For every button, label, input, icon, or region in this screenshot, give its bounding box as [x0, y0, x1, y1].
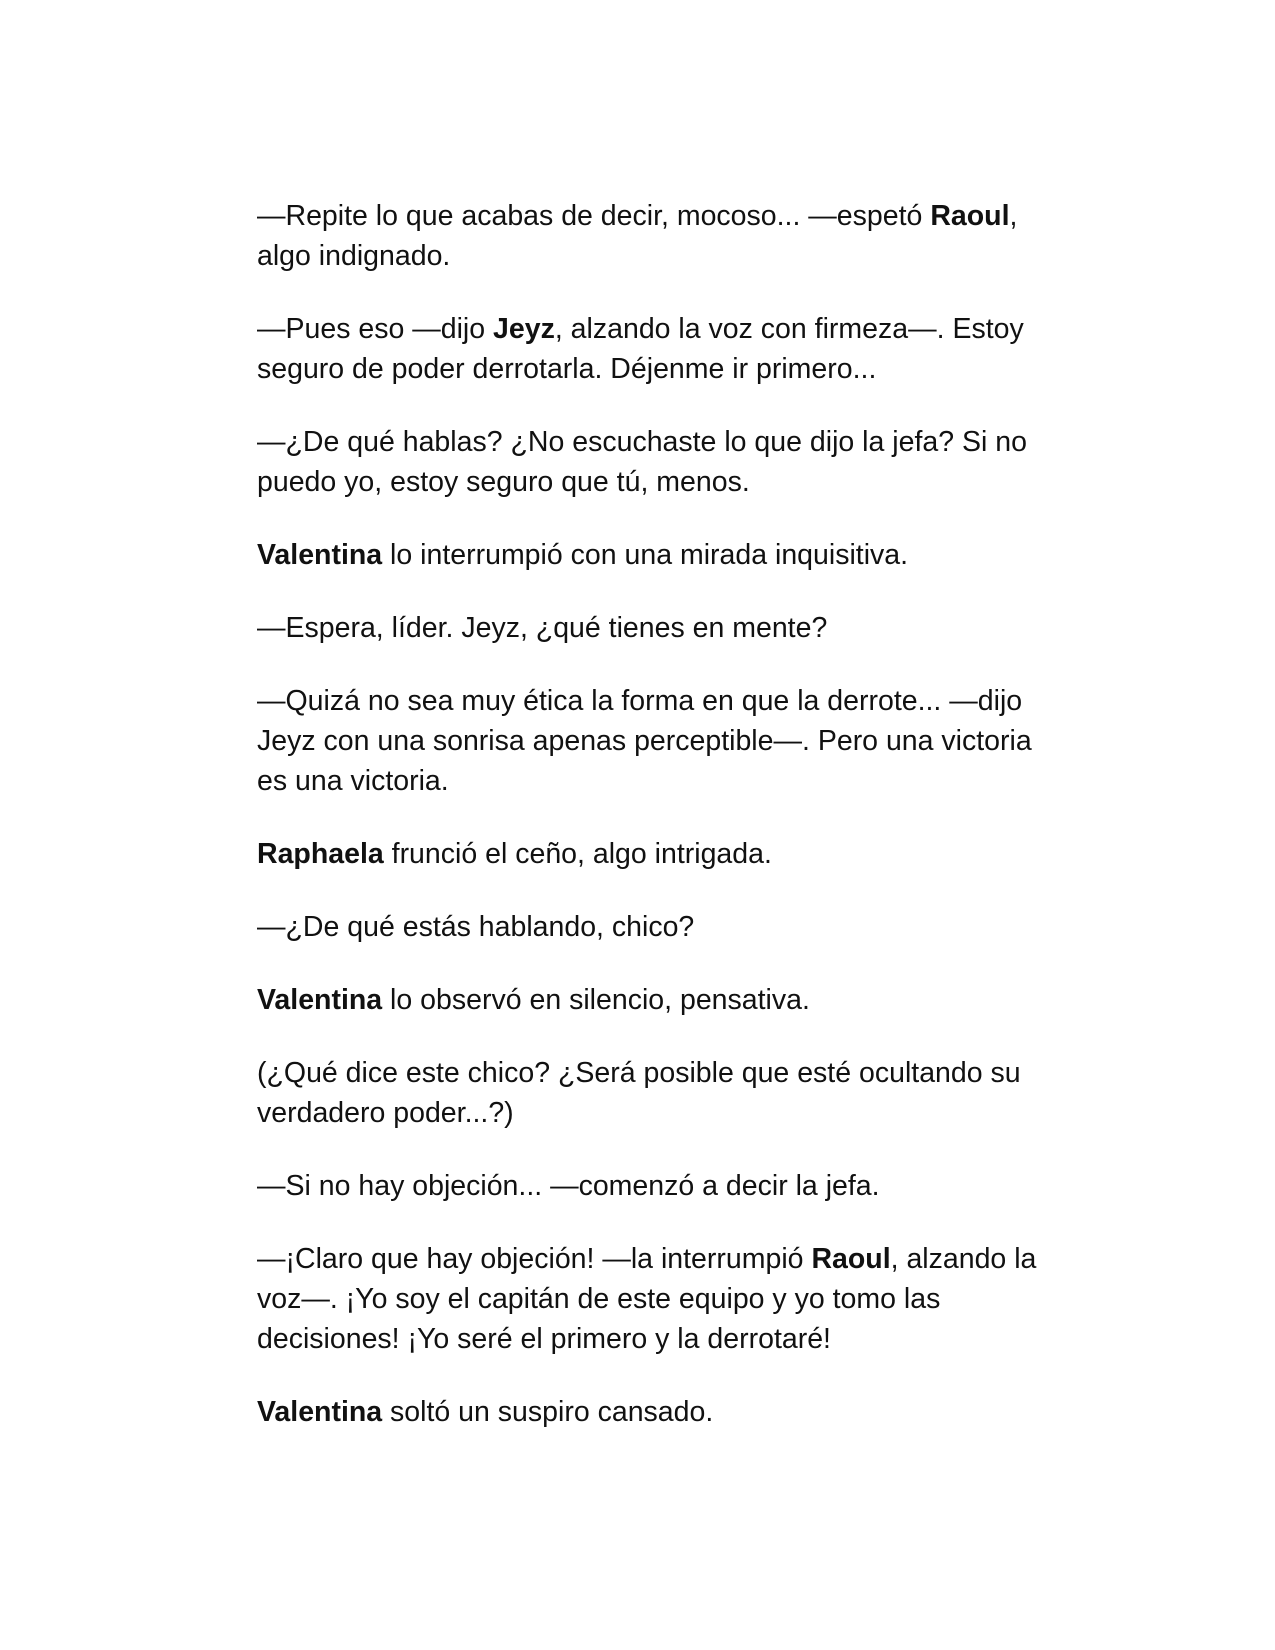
- paragraph: [257, 196, 1037, 276]
- paragraph-text: (¿Qué dice este chico? ¿Será posible que esté ocultando su verdadero poder...?): [257, 1057, 1021, 1129]
- paragraph: [257, 1392, 1037, 1432]
- paragraph: [257, 681, 1037, 801]
- paragraph-text: —Quizá no sea muy ética la forma en que la derrote... —dijo Jeyz con una sonrisa apenas perceptible—. Pero una victoria es una victoria.: [257, 685, 1032, 797]
- paragraph: [257, 608, 1037, 648]
- paragraph: [257, 907, 1037, 947]
- paragraph-text: lo interrumpió con una mirada inquisitiva.: [382, 539, 909, 571]
- character-name: Valentina: [257, 539, 383, 571]
- paragraph: [257, 1053, 1037, 1133]
- paragraph: [257, 1166, 1037, 1206]
- paragraph-text: —Pues eso —dijo: [257, 313, 494, 345]
- paragraph-text: lo observó en silencio, pensativa.: [382, 984, 810, 1016]
- paragraph-text: —Repite lo que acabas de decir, mocoso... —espetó: [257, 200, 931, 232]
- paragraph: [257, 980, 1037, 1020]
- paragraph: [257, 309, 1037, 389]
- paragraph-text: —¿De qué hablas? ¿No escuchaste lo que dijo la jefa? Si no puedo yo, estoy seguro que tú, menos.: [257, 426, 1027, 498]
- paragraph: [257, 422, 1037, 502]
- character-name: Jeyz: [493, 313, 555, 345]
- paragraph-text: , alzando la voz—. ¡Yo soy el capitán de este equipo y yo tomo las decisiones! ¡Yo seré el primero y la derrotaré!: [257, 1243, 1037, 1355]
- paragraph-text: —¡Claro que hay objeción! —la interrumpió: [257, 1243, 812, 1275]
- paragraph: [257, 535, 1037, 575]
- paragraph: [257, 1239, 1037, 1359]
- paragraph-text: —Espera, líder. Jeyz, ¿qué tienes en mente?: [257, 612, 828, 644]
- character-name: Valentina: [257, 984, 383, 1016]
- character-name: Raoul: [811, 1243, 891, 1275]
- paragraph-text: soltó un suspiro cansado.: [382, 1396, 714, 1428]
- paragraph-text: —Si no hay objeción... —comenzó a decir la jefa.: [257, 1170, 880, 1202]
- story-text-column: [257, 196, 1037, 1465]
- paragraph-text: —¿De qué estás hablando, chico?: [257, 911, 695, 943]
- paragraph-text: , alzando la voz con firmeza—. Estoy seguro de poder derrotarla. Déjenme ir primero...: [257, 313, 1024, 385]
- character-name: Raoul: [930, 200, 1010, 232]
- paragraph-text: , algo indignado.: [257, 200, 1018, 272]
- paragraph-text: frunció el ceño, algo intrigada.: [383, 838, 772, 870]
- character-name: Valentina: [257, 1396, 383, 1428]
- character-name: Raphaela: [257, 838, 384, 870]
- paragraph: [257, 834, 1037, 874]
